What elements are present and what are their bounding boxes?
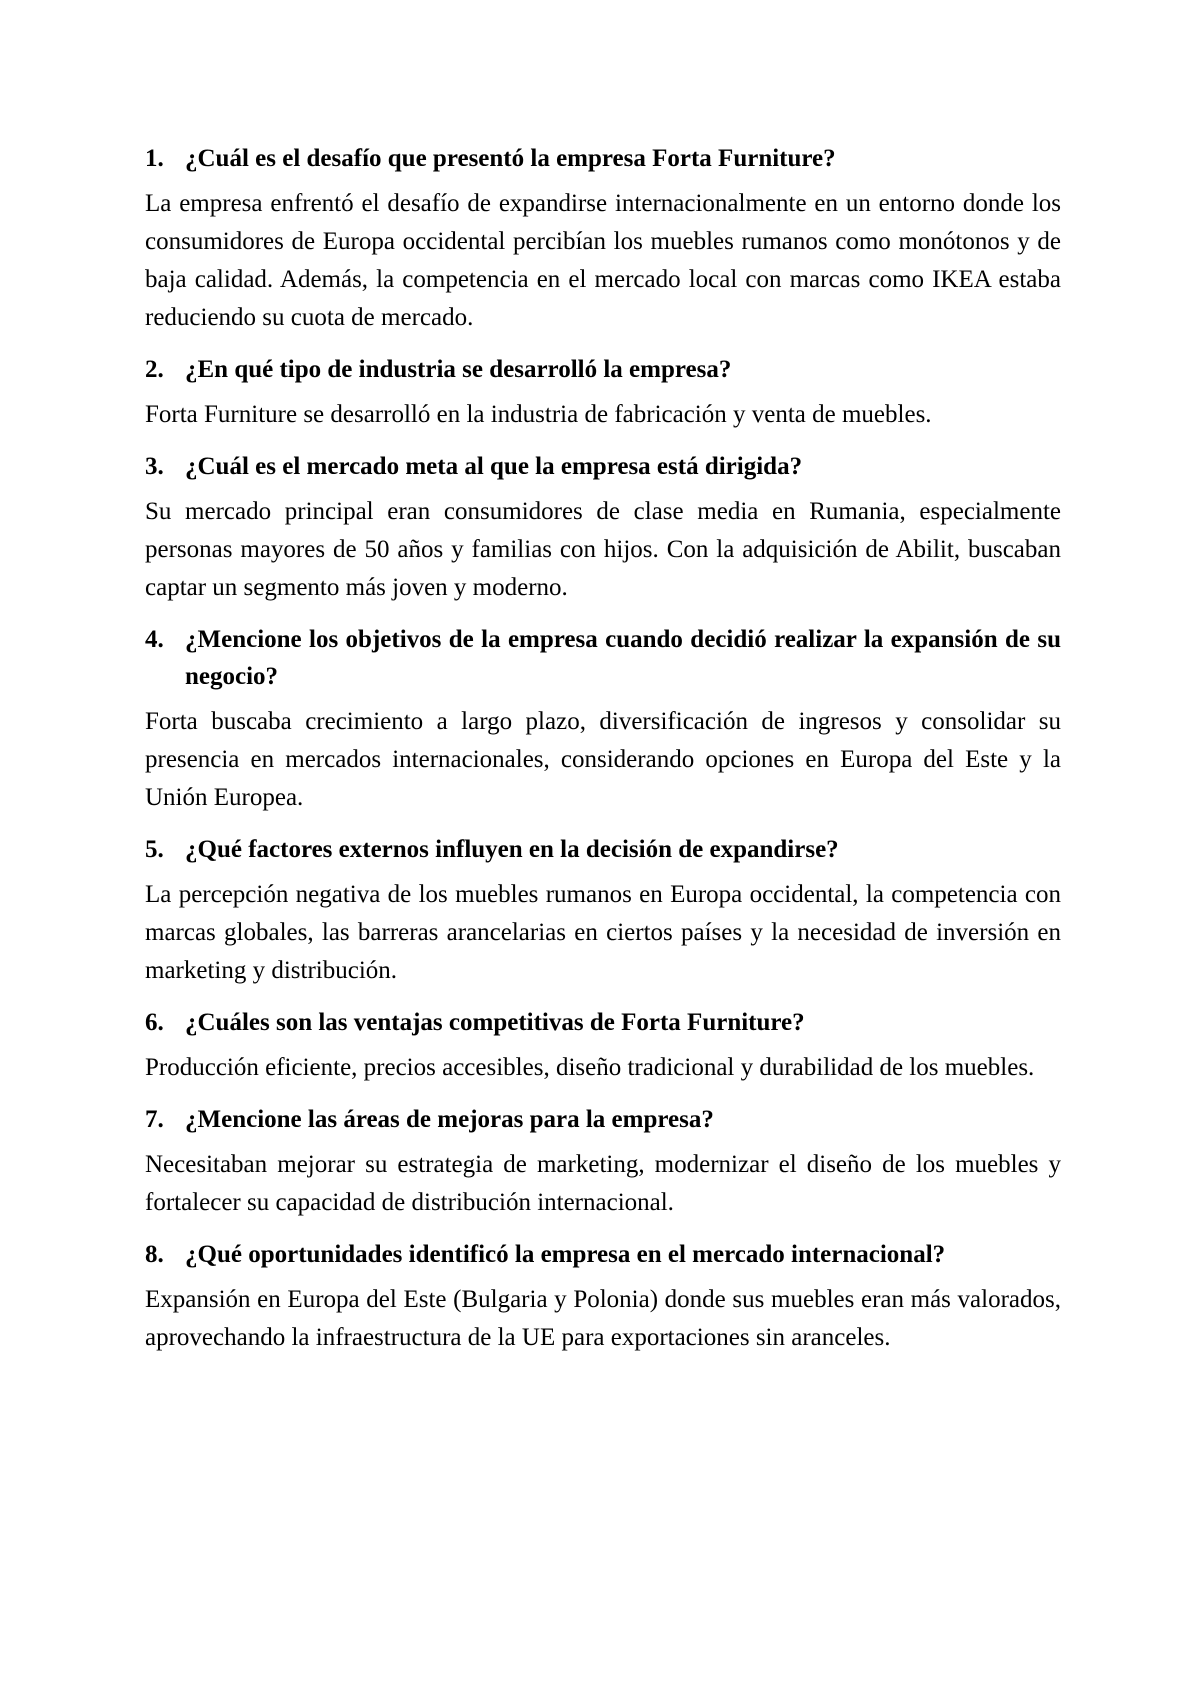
question-text: ¿En qué tipo de industria se desarrolló la empresa?: [185, 356, 732, 383]
question-number: 7.: [145, 1106, 164, 1133]
question-number: 6.: [145, 1009, 164, 1036]
document-page: [145, 140, 1061, 1371]
answer-text: Forta buscaba crecimiento a largo plazo, diversificación de ingresos y consolidar su presencia en mercados internacionales, considerando opciones en Europa del Este y la Unión Europea.: [145, 708, 1061, 811]
question-heading: [145, 1004, 1061, 1041]
question-heading: [145, 1236, 1061, 1273]
question-text: ¿Cuál es el desafío que presentó la empresa Forta Furniture?: [185, 145, 836, 172]
qa-item-2: [145, 351, 1061, 434]
question-heading: [145, 831, 1061, 868]
question-number: 3.: [145, 453, 164, 480]
question-heading: [145, 621, 1061, 695]
answer-text: Producción eficiente, precios accesibles, diseño tradicional y durabilidad de los muebles.: [145, 1054, 1035, 1081]
question-text: ¿Cuáles son las ventajas competitivas de Forta Furniture?: [185, 1009, 805, 1036]
question-text: ¿Cuál es el mercado meta al que la empresa está dirigida?: [185, 453, 803, 480]
question-number: 5.: [145, 836, 164, 863]
answer-text: La empresa enfrentó el desafío de expandirse internacionalmente en un entorno donde los consumidores de Europa occidental percibían los muebles rumanos como monótonos y de baja calidad. Además, la competencia en el mercado local con marcas como IKEA estaba reduciendo su cuota de mercado.: [145, 190, 1061, 331]
question-heading: [145, 351, 1061, 388]
answer-text: Necesitaban mejorar su estrategia de marketing, modernizar el diseño de los muebles y fortalecer su capacidad de distribución internacional.: [145, 1151, 1061, 1216]
answer-text: Su mercado principal eran consumidores de clase media en Rumania, especialmente personas mayores de 50 años y familias con hijos. Con la adquisición de Abilit, buscaban captar un segmento más joven y moderno.: [145, 498, 1061, 601]
question-text: ¿Qué factores externos influyen en la decisión de expandirse?: [185, 836, 839, 863]
answer-text: Forta Furniture se desarrolló en la industria de fabricación y venta de muebles.: [145, 401, 932, 428]
qa-item-6: [145, 1004, 1061, 1087]
question-heading: [145, 448, 1061, 485]
answer-text: Expansión en Europa del Este (Bulgaria y Polonia) donde sus muebles eran más valorados, aprovechando la infraestructura de la UE para exportaciones sin aranceles.: [145, 1286, 1061, 1351]
question-number: 4.: [145, 626, 164, 653]
qa-item-4: [145, 621, 1061, 817]
question-heading: [145, 140, 1061, 177]
question-number: 8.: [145, 1241, 164, 1268]
qa-item-5: [145, 831, 1061, 990]
question-number: 2.: [145, 356, 164, 383]
qa-item-1: [145, 140, 1061, 337]
question-text: ¿Mencione las áreas de mejoras para la empresa?: [185, 1106, 714, 1133]
qa-item-7: [145, 1101, 1061, 1222]
question-text: ¿Qué oportunidades identificó la empresa en el mercado internacional?: [185, 1241, 946, 1268]
qa-item-8: [145, 1236, 1061, 1357]
answer-text: La percepción negativa de los muebles rumanos en Europa occidental, la competencia con marcas globales, las barreras arancelarias en ciertos países y la necesidad de inversión en marketing y distribución.: [145, 881, 1061, 984]
qa-item-3: [145, 448, 1061, 607]
question-heading: [145, 1101, 1061, 1138]
question-number: 1.: [145, 145, 164, 172]
question-text: ¿Mencione los objetivos de la empresa cuando decidió realizar la expansión de su negocio?: [185, 626, 1061, 690]
